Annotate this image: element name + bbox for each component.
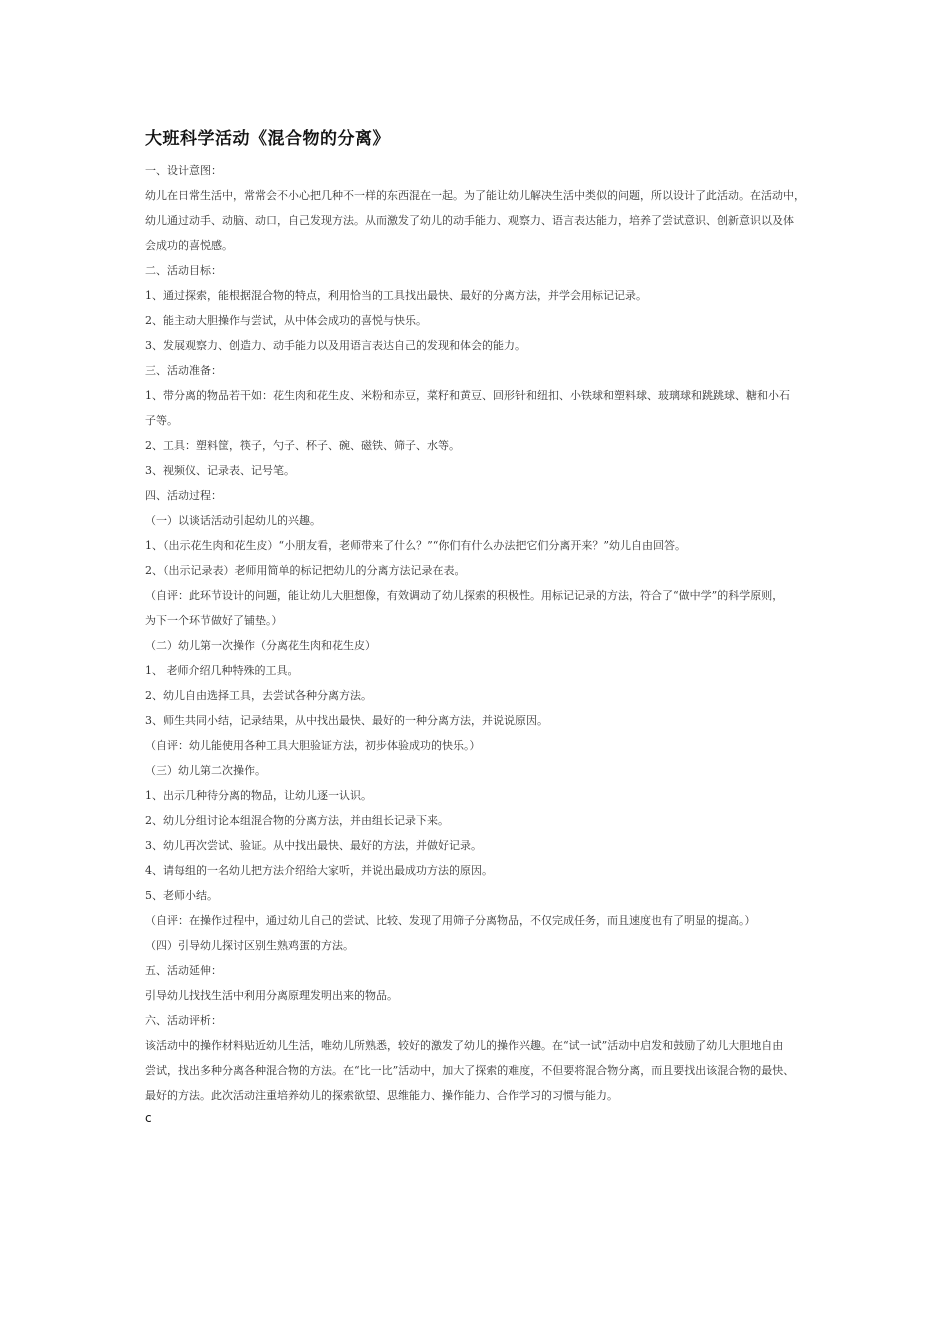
paragraph-line: 该活动中的操作材料贴近幼儿生活，唯幼儿所熟悉，较好的激发了幼儿的操作兴趣。在“试一试”活动中启发和鼓励了幼儿大胆地自由 <box>145 1039 784 1052</box>
paragraph-line: 尝试，找出多种分离各种混合物的方法。在“比一比”活动中，加大了探索的难度，不但要将混合物分离，而且要找出该混合物的最快、 <box>145 1064 795 1077</box>
paragraph-line: 一、设计意图： <box>145 164 222 177</box>
paragraph-line: 4、请每组的一名幼儿把方法介绍给大家听，并说出最成功方法的原因。 <box>145 864 493 877</box>
paragraph-line: 最好的方法。此次活动注重培养幼儿的探索欲望、思维能力、操作能力、合作学习的习惯与能力。 <box>145 1089 618 1102</box>
paragraph-line: 为下一个环节做好了铺垫。） <box>145 614 283 627</box>
paragraph-line: （三）幼儿第二次操作。 <box>145 764 266 777</box>
paragraph-line: 2、幼儿分组讨论本组混合物的分离方法，并由组长记录下来。 <box>145 814 449 827</box>
paragraph-line: 三、活动准备： <box>145 364 222 377</box>
paragraph-line: 幼儿通过动手、动脑、动口，自己发现方法。从而激发了幼儿的动手能力、观察力、语言表达能力，培养了尝试意识、创新意识以及体 <box>145 214 794 227</box>
paragraph-line: 1、带分离的物品若干如：花生肉和花生皮、米粉和赤豆，菜籽和黄豆、回形针和纽扣、小铁球和塑料球、玻璃球和跳跳球、糖和小石 <box>145 389 790 402</box>
paragraph-line: 3、师生共同小结，记录结果，从中找出最快、最好的一种分离方法，并说说原因。 <box>145 714 548 727</box>
paragraph-line: 五、活动延伸： <box>145 964 222 977</box>
paragraph-line: 2、幼儿自由选择工具，去尝试各种分离方法。 <box>145 689 372 702</box>
document-title: 大班科学活动《混合物的分离》 <box>145 129 390 149</box>
paragraph-line: （四）引导幼儿探讨区别生熟鸡蛋的方法。 <box>145 939 354 952</box>
paragraph-line: 2、能主动大胆操作与尝试，从中体会成功的喜悦与快乐。 <box>145 314 427 327</box>
paragraph-line: 1、 老师介绍几种特殊的工具。 <box>145 664 299 677</box>
paragraph-line: 二、活动目标： <box>145 264 222 277</box>
paragraph-line: （自评：幼儿能使用各种工具大胆验证方法，初步体验成功的快乐。） <box>145 739 481 752</box>
paragraph-line: 5、老师小结。 <box>145 889 218 902</box>
paragraph-line: （一）以谈话活动引起幼儿的兴趣。 <box>145 514 321 527</box>
paragraph-line: 2、（出示记录表）老师用简单的标记把幼儿的分离方法记录在表。 <box>145 564 466 577</box>
paragraph-line: 1、（出示花生肉和花生皮）“小朋友看，老师带来了什么？”“你们有什么办法把它们分离开来？”幼儿自由回答。 <box>145 539 686 552</box>
paragraph-line: （二）幼儿第一次操作（分离花生肉和花生皮） <box>145 639 376 652</box>
paragraph-line: 1、通过探索，能根据混合物的特点，利用恰当的工具找出最快、最好的分离方法，并学会用标记记录。 <box>145 289 647 302</box>
paragraph-line: 会成功的喜悦感。 <box>145 239 233 252</box>
trailing-character: c <box>145 1111 152 1125</box>
paragraph-line: 3、发展观察力、创造力、动手能力以及用语言表达自己的发现和体会的能力。 <box>145 339 526 352</box>
paragraph-line: 子等。 <box>145 414 178 427</box>
paragraph-line: （自评：在操作过程中，通过幼儿自己的尝试、比较、发现了用筛子分离物品，不仅完成任务，而且速度也有了明显的提高。） <box>145 914 756 927</box>
paragraph-line: 2、工具：塑料筐，筷子，勺子、杯子、碗、磁铁、筛子、水等。 <box>145 439 460 452</box>
paragraph-line: 四、活动过程： <box>145 489 222 502</box>
paragraph-line: 3、视频仪、记录表、记号笔。 <box>145 464 295 477</box>
paragraph-line: 1、出示几种待分离的物品，让幼儿逐一认识。 <box>145 789 372 802</box>
document-body <box>145 164 815 1114</box>
paragraph-line: （自评：此环节设计的问题，能让幼儿大胆想像，有效调动了幼儿探索的积极性。用标记记录的方法，符合了“做中学”的科学原则， <box>145 589 784 602</box>
paragraph-line: 幼儿在日常生活中，常常会不小心把几种不一样的东西混在一起。为了能让幼儿解决生活中类似的问题，所以设计了此活动。在活动中， <box>145 189 805 202</box>
paragraph-line: 六、活动评析： <box>145 1014 222 1027</box>
paragraph-line: 3、幼儿再次尝试、验证。从中找出最快、最好的方法，并做好记录。 <box>145 839 482 852</box>
paragraph-line: 引导幼儿找找生活中利用分离原理发明出来的物品。 <box>145 989 398 1002</box>
